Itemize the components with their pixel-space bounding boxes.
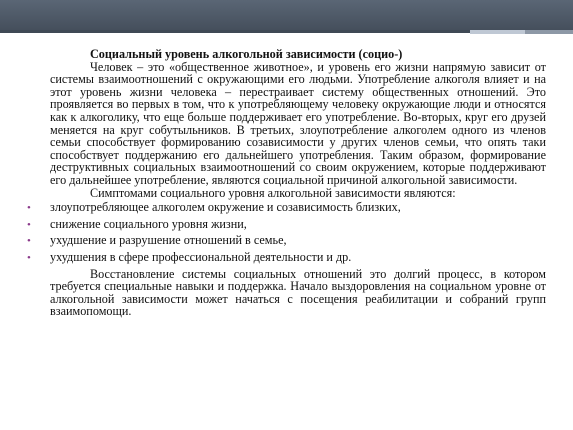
header-accent bbox=[470, 30, 525, 34]
header-accent-dark bbox=[525, 30, 573, 34]
bullet-icon: • bbox=[27, 251, 31, 264]
list-item: • ухудшение и разрушение отношений в семье, bbox=[27, 233, 287, 248]
list-item: • ухудшения в сфере профессиональной деятельности и др. bbox=[27, 249, 352, 264]
slide-title: Социальный уровень алкогольной зависимости (социо-) bbox=[90, 47, 403, 61]
symptoms-list bbox=[27, 200, 546, 264]
list-item: • снижение социального уровня жизни, bbox=[27, 216, 247, 231]
paragraph-intro: Человек – это «общественное животное», и уровень его жизни напрямую зависит от системы взаимоотношений с окружающими его людьми. Употребление алкоголя влияет и на этот уровень жизни человека – перестраивает систему общественных отношений. Это проявляется во первых в том, что к употребляющему человеку окружающие люди и относятся как к алкоголику, что еще больше поддерживает его употребление. Во-вторых, круг его друзей меняется на круг собутыльников. В третьих, злоупотребление алкоголем одного из членов семьи способствует формированию созависимости у других членов семьи, что опять таки способствует поддержанию его дальнейшего употребления. Таким образом, формирование деструктивных социальных взаимоотношений со своим окружением, которые поддерживают его дальнейшее употребление, являются социальной причиной алкогольной зависимости. bbox=[50, 59, 546, 187]
bullet-icon: • bbox=[27, 218, 31, 231]
list-item: • злоупотребляющее алкоголем окружение и созависимость близких, bbox=[27, 200, 401, 215]
header-bar bbox=[0, 0, 573, 30]
bullet-icon: • bbox=[27, 235, 31, 248]
slide-content bbox=[27, 47, 546, 319]
paragraph-recovery: Восстановление системы социальных отношений это долгий процесс, в котором требуется специальные навыки и поддержка. Начало выздоровления на социальном уровне от алкогольной зависимости может начаться с посещения реабилитации и собраний групп взаимопомощи. bbox=[50, 266, 546, 319]
symptoms-intro: Симптомами социального уровня алкогольной зависимости являются: bbox=[90, 185, 456, 200]
bullet-icon: • bbox=[27, 202, 31, 215]
